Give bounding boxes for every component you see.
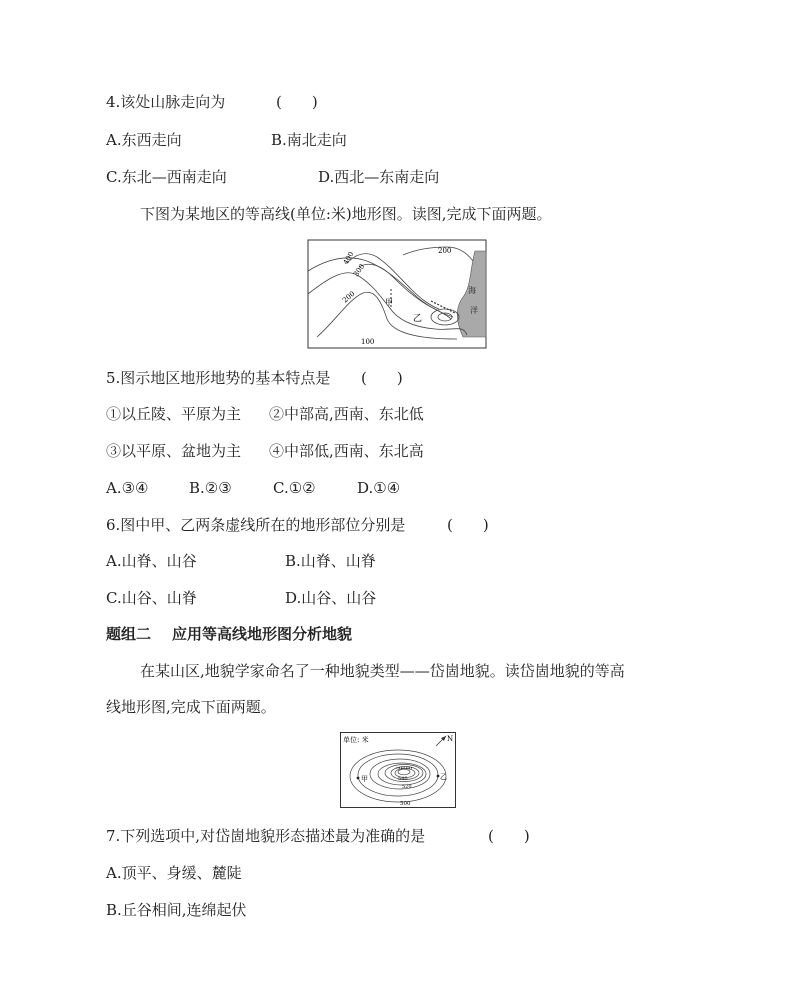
- q5-answer-paren: ( ): [361, 369, 403, 387]
- label-yi: 乙: [413, 314, 423, 324]
- section-title: 应用等高线地形图分析地貌: [172, 625, 353, 643]
- q6-option-b: B.山脊、山脊: [285, 552, 376, 570]
- q6-answer-paren: ( ): [447, 516, 489, 534]
- q5-option-c: C.①②: [273, 479, 316, 497]
- contour-label-540: 540: [398, 776, 408, 782]
- point-jia-marker: [357, 777, 360, 780]
- q4-option-b: B.南北走向: [271, 131, 347, 149]
- q4-stem: 4.该处山脉走向为: [106, 93, 226, 111]
- q6-option-d: D.山谷、山谷: [285, 589, 377, 607]
- contour-map-1: [307, 239, 487, 349]
- q4-option-c: C.东北—西南走向: [106, 168, 227, 186]
- q5-statement-3: ③以平原、盆地为主: [106, 442, 242, 460]
- q5-statement-2: ②中部高,西南、东北低: [269, 405, 424, 423]
- q4-option-a: A.东西走向: [106, 131, 182, 149]
- q5-option-b: B.②③: [189, 479, 232, 497]
- contour-label-520: 520: [402, 784, 412, 790]
- q5-option-a: A.③④: [106, 479, 149, 497]
- contour-label-300: 300: [352, 262, 367, 279]
- north-label: N: [447, 735, 454, 743]
- point-yi-marker: [437, 775, 440, 778]
- q4-answer-paren: ( ): [276, 93, 318, 111]
- contour-label-400: 400: [341, 250, 356, 266]
- intro-paragraph-2-line-2: 线地形图,完成下面两题。: [106, 698, 276, 716]
- label-yi: 乙: [440, 773, 447, 781]
- q5-statement-4: ④中部低,西南、东北高: [269, 442, 424, 460]
- contour-label-500: 500: [400, 801, 411, 807]
- contour-label-100: 100: [361, 338, 375, 346]
- q6-option-a: A.山脊、山谷: [106, 552, 197, 570]
- q5-option-d: D.①④: [357, 479, 401, 497]
- intro-paragraph-1: 下图为某地区的等高线(单位:米)地形图。读图,完成下面两题。: [140, 205, 552, 223]
- q6-stem: 6.图中甲、乙两条虚线所在的地形部位分别是: [106, 516, 406, 534]
- q7-stem: 7.下列选项中,对岱崮地貌形态描述最为准确的是: [106, 827, 426, 845]
- contour-label-200-left: 200: [341, 289, 357, 305]
- label-jia: 甲: [361, 775, 368, 783]
- q7-option-a: A.顶平、身缓、麓陡: [106, 864, 242, 882]
- unit-label: 单位: 米: [343, 736, 369, 744]
- q5-statement-1: ①以丘陵、平原为主: [106, 405, 242, 423]
- contour-label-200-top: 200: [438, 247, 452, 255]
- label-sea-2: 洋: [470, 306, 478, 315]
- label-sea-1: 海: [468, 286, 476, 295]
- q4-option-d: D.西北—东南走向: [318, 168, 440, 186]
- q6-option-c: C.山谷、山脊: [106, 589, 197, 607]
- contour-map-2: [340, 732, 456, 808]
- q7-answer-paren: ( ): [488, 827, 530, 845]
- label-jia: 甲: [385, 298, 393, 307]
- q5-stem: 5.图示地区地形地势的基本特点是: [106, 369, 331, 387]
- section-label: 题组二: [106, 625, 152, 643]
- q7-option-b: B.丘谷相间,连绵起伏: [106, 901, 247, 919]
- intro-paragraph-2-line-1: 在某山区,地貌学家命名了一种地貌类型——岱崮地貌。读岱崮地貌的等高: [140, 662, 625, 680]
